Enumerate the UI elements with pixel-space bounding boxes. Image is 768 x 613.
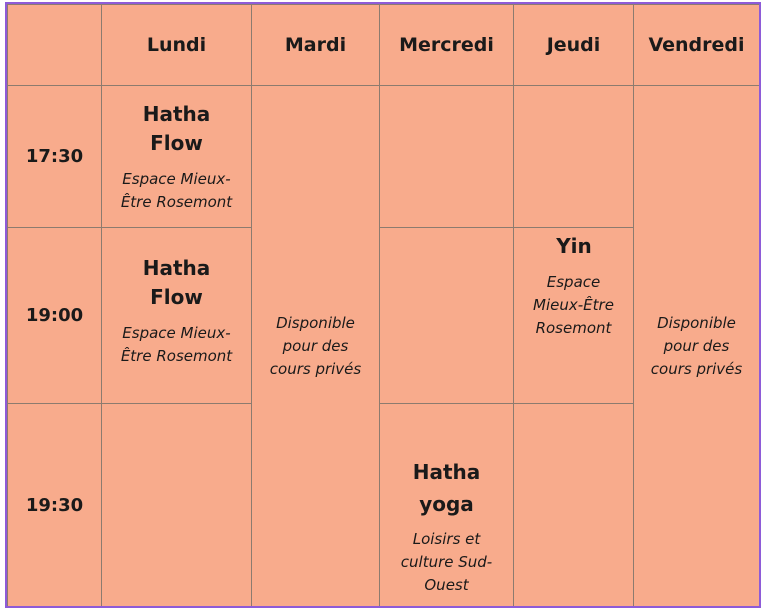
corner-cell: [8, 5, 102, 86]
cell-vendredi-private: [634, 86, 760, 608]
schedule-table: [7, 4, 760, 608]
cell-jeudi-1900: [514, 228, 634, 404]
cell-mercredi-1730: [380, 86, 514, 228]
cell-mardi-private: [252, 86, 380, 608]
time-1900: 19:00: [8, 228, 102, 404]
cell-lundi-1930: [102, 404, 252, 608]
cell-lundi-1900: [102, 228, 252, 404]
class-name: Hatha Flow: [142, 256, 211, 309]
time-1730: 17:30: [8, 86, 102, 228]
class-name: Hatha Flow: [142, 101, 211, 155]
day-header-vendredi: Vendredi: [634, 5, 760, 86]
class-name: Yin: [556, 234, 592, 258]
cell-mercredi-1930: [380, 404, 514, 608]
row-1730: [8, 86, 760, 228]
class-location: Espace Mieux-Être Rosemont: [533, 273, 614, 337]
private-note: Disponible pour des cours privés: [269, 314, 362, 378]
class-name: Hatha yoga: [412, 460, 481, 516]
day-header-jeudi: Jeudi: [514, 5, 634, 86]
day-header-mardi: Mardi: [252, 5, 380, 86]
cell-jeudi-1730: [514, 86, 634, 228]
class-location: Espace Mieux-Être Rosemont: [120, 324, 233, 365]
schedule-frame: [5, 2, 761, 608]
cell-lundi-1730: [102, 86, 252, 228]
day-header-lundi: Lundi: [102, 5, 252, 86]
class-location: Espace Mieux-Être Rosemont: [120, 169, 233, 211]
class-location: Loisirs et culture Sud-Ouest: [400, 530, 493, 594]
private-note: Disponible pour des cours privés: [650, 314, 743, 378]
cell-mercredi-1900: [380, 228, 514, 404]
cell-jeudi-1930: [514, 404, 634, 608]
day-header-mercredi: Mercredi: [380, 5, 514, 86]
time-1930: 19:30: [8, 404, 102, 608]
header-row: [8, 5, 760, 86]
